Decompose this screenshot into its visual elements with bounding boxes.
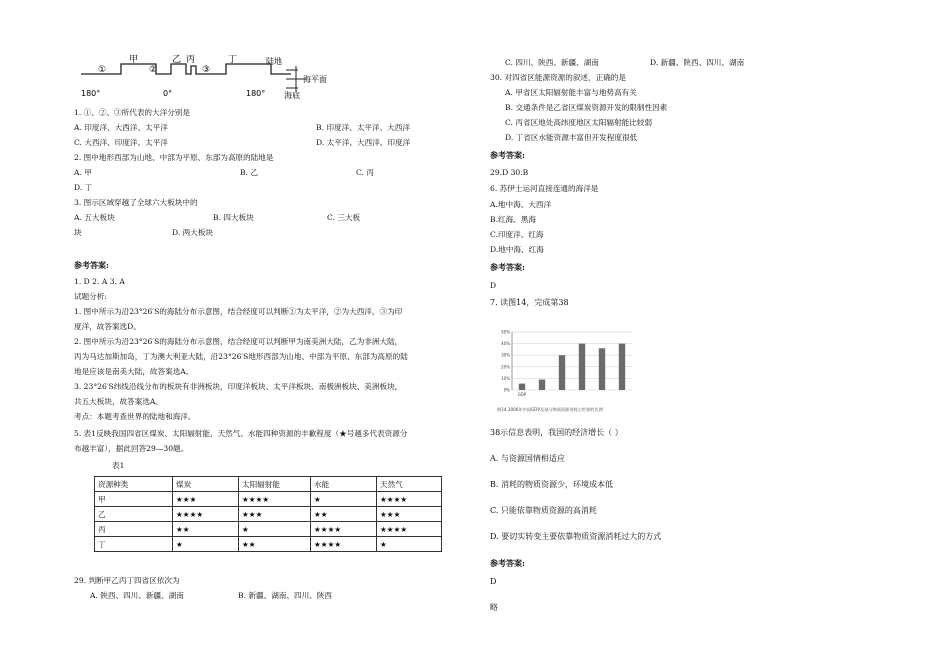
table-cell: ★ bbox=[239, 522, 311, 537]
table-title: 表1 bbox=[112, 461, 125, 470]
q2-stem: 2. 图中地形西部为山地、中部为平原、东部为高原的陆地是 bbox=[74, 153, 274, 162]
table-cell: ★★ bbox=[173, 522, 239, 537]
answer-heading-4: 参考答案: bbox=[490, 558, 525, 568]
q29-option-d: D. 新疆、陕西、四川、湖南 bbox=[650, 58, 745, 67]
table-cell: ★★★ bbox=[239, 507, 311, 522]
q3-option-d: D. 两大板块 bbox=[172, 228, 214, 237]
answer-heading-2: 参考答案: bbox=[490, 150, 525, 160]
table-row bbox=[95, 537, 442, 552]
label-land: 陆地 bbox=[266, 57, 282, 66]
q6-option-b: B.红海、黑海 bbox=[490, 215, 536, 224]
label-ding: 丁 bbox=[228, 55, 238, 65]
chart-bar bbox=[539, 380, 545, 390]
q30-option-a: A. 甲省区太阳辐射能丰富与地势高有关 bbox=[505, 88, 637, 97]
answer-q38: D bbox=[490, 577, 497, 586]
q38-option-c: C. 只能依靠物质资源的高消耗 bbox=[490, 506, 597, 515]
table-cell: ★★★ bbox=[377, 507, 442, 522]
table-cell: 乙 bbox=[95, 507, 173, 522]
q1-stem: 1. ①、②、③所代表的大洋分别是 bbox=[74, 108, 190, 117]
answer-29-30: 29.D 30.B bbox=[490, 168, 529, 177]
table-header-cell: 煤炭 bbox=[173, 477, 239, 492]
q3-option-b: B. 四大板块 bbox=[213, 213, 254, 222]
table-cell: 丁 bbox=[95, 537, 173, 552]
analysis-label: 试题分析: bbox=[74, 292, 107, 301]
chart-y-tick-label: 50% bbox=[501, 329, 510, 335]
table-row bbox=[95, 492, 442, 507]
q2-option-c: C. 丙 bbox=[356, 168, 374, 177]
table-cell: ★★★★ bbox=[311, 537, 377, 552]
table-header-row bbox=[95, 477, 442, 492]
chart-bar bbox=[619, 344, 625, 390]
resource-table bbox=[94, 476, 442, 552]
q1-option-d: D. 太平洋、大西洋、印度洋 bbox=[316, 138, 411, 147]
q5-intro-line-1: 5. 表1反映我国四省区煤炭、太阳辐射能、天然气、水能四种资源的丰歉程度（★号越多代表资源分 bbox=[74, 429, 408, 438]
table-cell: 甲 bbox=[95, 492, 173, 507]
label-lon-zero: 0° bbox=[163, 89, 173, 98]
q6-option-a: A.地中海、大西洋 bbox=[490, 200, 552, 209]
label-yi: 乙 bbox=[172, 55, 182, 65]
explanation-1-line-2: 度洋，故答案选D。 bbox=[74, 322, 141, 331]
q38-option-d: D. 要切实转变主要依靠物质资源消耗过大的方式 bbox=[490, 532, 662, 541]
q3-option-c-cont: 块 bbox=[74, 228, 82, 237]
chart-y-tick-label: 10% bbox=[501, 375, 510, 381]
table-cell: 丙 bbox=[95, 522, 173, 537]
chart-bar bbox=[579, 344, 585, 390]
q2-option-d: D. 丁 bbox=[74, 183, 93, 192]
q7-stem: 7. 读图14，完成第38 bbox=[490, 298, 569, 307]
q30-stem: 30. 对四省区能源资源的叙述，正确的是 bbox=[490, 73, 626, 82]
table-cell: ★★ bbox=[239, 537, 311, 552]
ocean-land-profile-diagram bbox=[76, 52, 376, 100]
q6-stem: 6. 苏伊士运河直接连通的海洋是 bbox=[490, 184, 599, 193]
chart-title: 图14 2006年中国GDP及部分物质资源消耗占世界的比例 bbox=[497, 407, 603, 412]
explanation-2-line-3: 地是应该是南美大陆，故答案选A。 bbox=[74, 367, 194, 376]
label-ocean-2: ② bbox=[149, 65, 158, 75]
explanation-1-line-1: 1. 图中所示为沿23°26′S的海陆分布示意图，结合经度可以判断①为太平洋，②为大西洋，③为印 bbox=[74, 307, 403, 316]
answer-line-1: 1. D 2. A 3. A bbox=[74, 277, 125, 286]
q2-option-b: B. 乙 bbox=[240, 168, 259, 177]
q38-option-a: A. 与资源国情相适应 bbox=[490, 454, 565, 463]
answer-q6: D bbox=[490, 281, 497, 290]
table-cell: ★ bbox=[377, 537, 442, 552]
label-lon-right: 180° bbox=[246, 89, 266, 98]
chart-x-tick-label: GDP bbox=[517, 392, 527, 397]
label-sea-level: 海平面 bbox=[303, 75, 327, 84]
chart-y-tick-label: 40% bbox=[501, 341, 510, 347]
profile-line bbox=[81, 64, 291, 74]
chart-bar bbox=[559, 355, 565, 390]
table-cell: ★ bbox=[311, 492, 377, 507]
resource-consumption-bar-chart bbox=[492, 322, 642, 417]
q1-option-a: A. 印度洋、大西洋、太平洋 bbox=[74, 123, 168, 132]
label-lon-left: 180° bbox=[81, 89, 101, 98]
table-row bbox=[95, 522, 442, 537]
q30-option-c: C. 丙省区地处高纬度地区太阳辐射能比较弱 bbox=[505, 118, 653, 127]
table-header-cell: 太阳辐射能 bbox=[239, 477, 311, 492]
explanation-2-line-2: 丙为马达加斯加岛，丁为澳大利亚大陆，沿23°26′S地形西部为山地、中部为平原、东部为高原的陆 bbox=[74, 352, 408, 361]
q1-option-c: C. 大西洋、印度洋、太平洋 bbox=[74, 138, 168, 147]
label-sea-floor: 海底 bbox=[284, 91, 300, 100]
q6-option-c: C.印度洋、红海 bbox=[490, 230, 544, 239]
lue-note: 略 bbox=[490, 603, 498, 612]
kaodian-note: 考点：本题考查世界的陆地和海洋。 bbox=[74, 412, 196, 421]
chart-y-tick-label: 20% bbox=[501, 364, 510, 370]
q29-option-c: C. 四川、陕西、新疆、湖南 bbox=[505, 58, 599, 67]
q5-intro-line-2: 布越丰富），据此回答29—30题。 bbox=[74, 444, 189, 453]
q1-option-b: B. 印度洋、太平洋、大西洋 bbox=[316, 123, 410, 132]
q38-option-b: B. 消耗的物质资源少，环境成本低 bbox=[490, 480, 613, 489]
table-cell: ★★★★ bbox=[377, 492, 442, 507]
label-ocean-3: ③ bbox=[202, 65, 211, 75]
q30-option-d: D. 丁省区水能资源丰富但开发程度很低 bbox=[505, 133, 638, 142]
table-row bbox=[95, 507, 442, 522]
q29-option-b: B. 新疆、湖南、四川、陕西 bbox=[238, 591, 332, 600]
table-header-cell: 水能 bbox=[311, 477, 377, 492]
table-cell: ★★★★ bbox=[173, 507, 239, 522]
chart-bar bbox=[519, 384, 525, 390]
label-ocean-1: ① bbox=[98, 65, 107, 75]
q6-option-d: D.地中海、红海 bbox=[490, 245, 544, 254]
chart-bar bbox=[599, 348, 605, 390]
q38-stem: 38示信息表明，我国的经济增长（ ） bbox=[490, 428, 623, 437]
q3-stem: 3. 图示区域穿越了全球六大板块中的 bbox=[74, 198, 198, 207]
q3-option-a: A. 五大板块 bbox=[74, 213, 115, 222]
q3-option-c: C. 三大板 bbox=[327, 213, 361, 222]
q29-stem: 29. 判断甲乙丙丁四省区依次为 bbox=[74, 576, 180, 585]
table-cell: ★★★★ bbox=[377, 522, 442, 537]
q30-option-b: B. 交通条件是乙省区煤炭资源开发的限制性因素 bbox=[505, 103, 668, 112]
chart-y-tick-label: 0% bbox=[503, 387, 510, 393]
answer-heading-3: 参考答案: bbox=[490, 262, 525, 272]
table-cell: ★★ bbox=[311, 507, 377, 522]
q2-option-a: A. 甲 bbox=[74, 168, 92, 177]
table-cell: ★ bbox=[173, 537, 239, 552]
label-jia: 甲 bbox=[129, 55, 139, 65]
table-header-cell: 天然气 bbox=[377, 477, 442, 492]
explanation-3-line-1: 3. 23°26′S纬线沿线分布的板块有非洲板块，印度洋板块、太平洋板块、南极洲板块、美洲板块， bbox=[74, 382, 403, 391]
chart-y-tick-label: 30% bbox=[501, 352, 510, 358]
label-bing: 丙 bbox=[186, 55, 196, 65]
table-cell: ★★★★ bbox=[239, 492, 311, 507]
answer-heading-1: 参考答案: bbox=[74, 260, 109, 270]
table-cell: ★★★ bbox=[173, 492, 239, 507]
table-header-cell: 资源种类 bbox=[95, 477, 173, 492]
explanation-3-line-2: 共五大板块，故答案选A。 bbox=[74, 397, 164, 406]
explanation-2-line-1: 2. 图中所示为沿23°26′S的海陆分布示意图，结合经度可以判断甲为南美洲大陆，乙为非洲大陆， bbox=[74, 337, 403, 346]
q29-option-a: A. 陕西、四川、新疆、湖南 bbox=[90, 591, 184, 600]
table-cell: ★★★★ bbox=[311, 522, 377, 537]
